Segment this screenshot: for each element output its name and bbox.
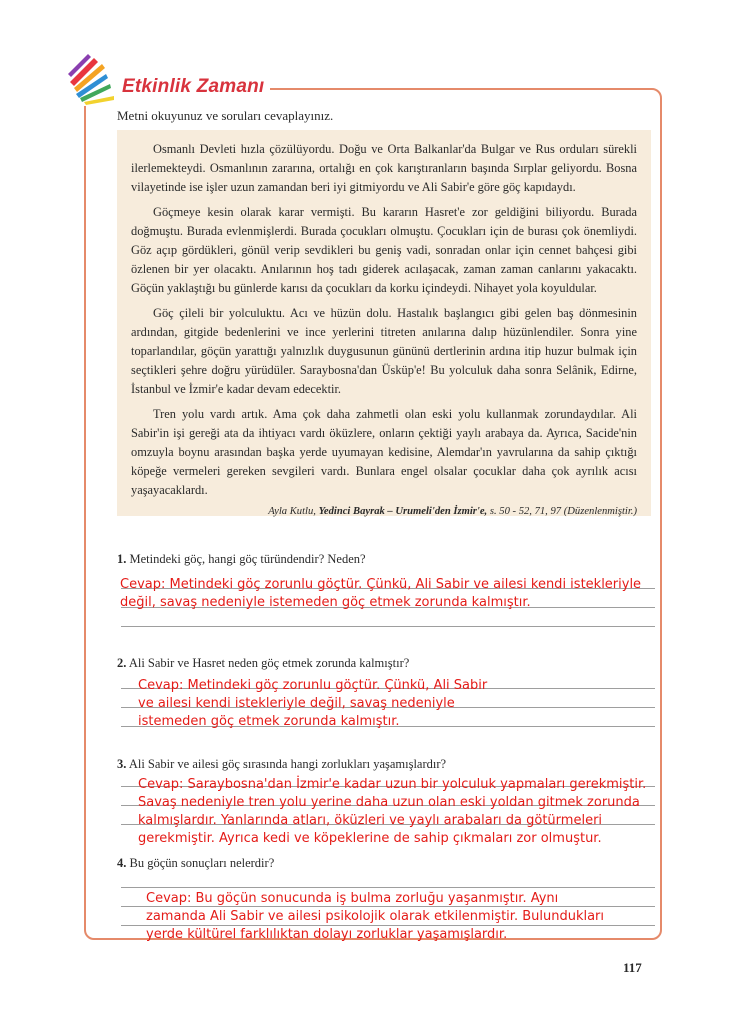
passage-paragraph: Göçmeye kesin olarak karar vermişti. Bu kararın Hasret'e zor geldiğini biliyordu. Burada doğmuştu. Burada evlenmişlerdi. Burada çocukları olmuştu. Çocukları için de burası çok önemliydi. Göz açıp gördükleri, gönül verip sevdikleri bu geniş vadi, sonradan onlar için cennet bahçesi gibi özlenen bir yer olacaktı. Anılarının hoş tadı giderek acılaşacak, zaman zaman canlarını yakacaktı. Göçün yaklaştığı bu günlerde karısı da çocukları da korku içindeydi. Nihayet yola koyuldular. <box>131 205 637 295</box>
question-text: Ali Sabir ve Hasret neden göç etmek zorunda kalmıştır? <box>128 656 410 670</box>
passage-paragraph: Tren yolu vardı artık. Ama çok daha zahmetli olan eski yolu kullanmak zorundaydılar. Ali Sabir'in işi gereği ata da ihtiyacı vardı öküzlere, onların çektiği yaylı arabaya da. Ayrıca, Sacide'nin omzuyla boynu arasından başka yerde uyumayan kedisine, Alemdar'ın yavrularına da sahip çıktığı köpeğe vermeleri gereken sevgileri vardı. Bunlara engel olsalar çocuklar daha çok ayrılık acısı yaşayacaklardı. <box>131 407 637 497</box>
citation-author: Ayla Kutlu, <box>268 506 316 517</box>
passage-paragraph: Osmanlı Devleti hızla çözülüyordu. Doğu ve Orta Balkanlar'da Bulgar ve Rus orduları sürekli ilerlemekteydi. Osmanlının zararına, ortalığı en çok karıştıranların başında Sırplar geliyordu. Bosna vilayetinde ise işler uzun zamandan beri iyi gitmiyordu ve Ali Sabir'e göre göç kapıdaydı. <box>131 142 637 194</box>
question-number: 1. <box>117 552 127 566</box>
answer-line <box>121 887 655 888</box>
answer-1: Cevap: Metindeki göç zorunlu göçtür. Çünkü, Ali Sabir ve ailesi kendi istekleriyle değil, savaş nedeniyle istemeden göç etmek zorunda kalmıştır. <box>120 577 642 610</box>
question-number: 4. <box>117 856 127 870</box>
answer-3: Cevap: Saraybosna'dan İzmir'e kadar uzun bir yolculuk yapmaları gerekmiştir. Savaş nedeniyle tren yolu yerine daha uzun olan eski yoldan gitmek zorunda kalmışlardır. Yanlarında atları, öküzleri ve yaylı arabaları da götürmeleri gerekmiştir. Ayrıca kedi ve köpeklerine de sahip çıkmaları zor olmuştur. <box>138 777 647 846</box>
question-text: Bu göçün sonuçları nelerdir? <box>129 856 275 870</box>
answer-2: Cevap: Metindeki göç zorunlu göçtür. Çünkü, Ali Sabir ve ailesi kendi istekleriyle değil, savaş nedeniyle istemeden göç etmek zorunda kalmıştır. <box>138 678 488 729</box>
citation-book: Yedinci Bayrak – Urumeli'den İzmir'e, <box>318 506 488 517</box>
page-number: 117 <box>623 960 642 975</box>
answer-line <box>121 626 655 627</box>
question-2 <box>117 656 409 671</box>
activity-title: Etkinlik Zamanı <box>122 76 265 97</box>
question-1 <box>117 552 366 567</box>
colored-pencils-icon <box>64 52 120 108</box>
instruction-text: Metni okuyunuz ve soruları cevaplayınız. <box>117 108 334 123</box>
answer-4: Cevap: Bu göçün sonucunda iş bulma zorluğu yaşanmıştır. Aynı zamanda Ali Sabir ve ailesi psikolojik olarak etkilenmiştir. Bulundukları yerde kültürel farklılıktan dolayı zorluklar yaşamışlardır. <box>146 891 605 942</box>
reading-passage <box>117 130 651 516</box>
question-number: 3. <box>117 757 127 771</box>
question-4 <box>117 856 274 871</box>
question-text: Ali Sabir ve ailesi göç sırasında hangi zorlukları yaşamışlardır? <box>128 757 447 771</box>
passage-paragraph: Göç çileli bir yolculuktu. Acı ve hüzün dolu. Hastalık başlangıcı gibi gelen baş dönmesinin ardından, gitgide bedenlerini ve ince yerlerini titreten anılarına dalıp hüzünlendiler. Sonra yine toparlandılar, göçün yarattığı yalnızlık duygusunun gününü dertlerinin ardına itip huzur bulmak için seçtikleri şehre doğru yürüdüler. Saraybosna'dan Üsküp'e! Bu yolculuk daha sonra Selânik, Edirne, İstanbul ve İzmir'e kadar devam edecektir. <box>131 306 637 396</box>
citation-pages: s. 50 - 52, 71, 97 (Düzenlenmiştir.) <box>489 506 637 517</box>
question-number: 2. <box>117 656 127 670</box>
question-text: Metindeki göç, hangi göç türündendir? Neden? <box>129 552 366 566</box>
citation <box>131 506 637 517</box>
question-3 <box>117 757 446 772</box>
